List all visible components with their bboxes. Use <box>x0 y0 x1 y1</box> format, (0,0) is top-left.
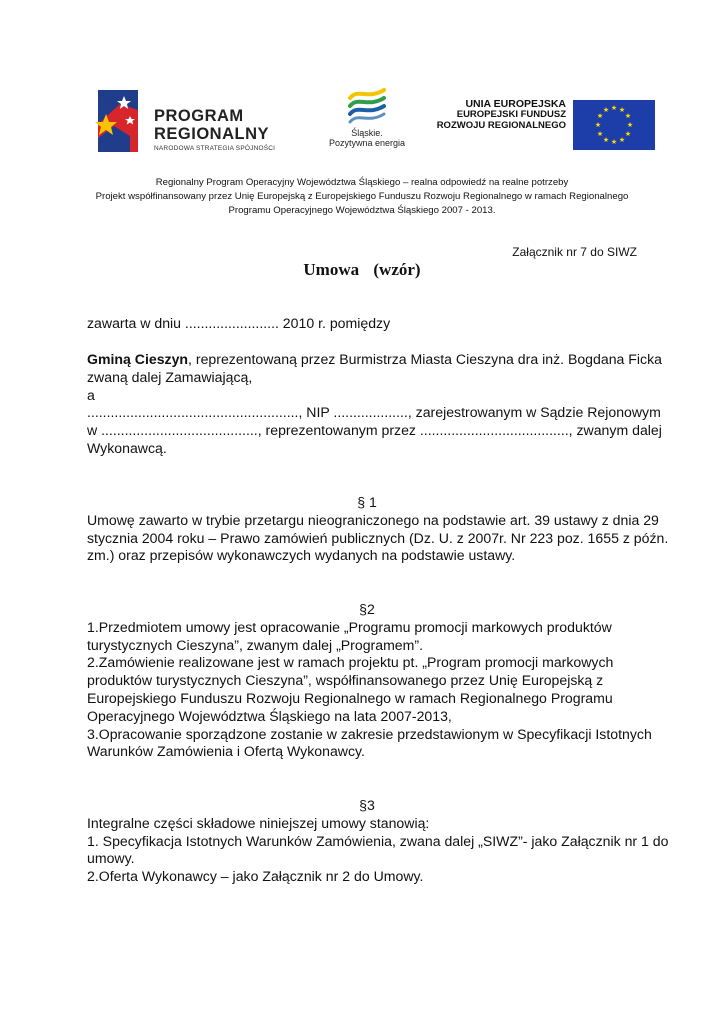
header-line-2: Projekt współfinansowany przez Unię Europejską z Europejskiego Funduszu Rozwoju Regionalnego w ramach Regionalnego <box>95 191 629 203</box>
section-2-line: produktów turystycznych Cieszyna”, współfinansowanego przez Unię Europejską z <box>87 672 604 689</box>
party1-rest: , reprezentowaną przez Burmistrza Miasta Cieszyna dra inż. Bogdana Ficka <box>188 351 662 367</box>
section-2-line: Europejskiego Funduszu Rozwoju Regionalnego w ramach Regionalnego Programu <box>87 689 613 706</box>
party2-line1: ......................................................, NIP ..................., zarejestrowanym w Sądzie Rejonowym <box>87 404 661 421</box>
svg-text:★: ★ <box>596 130 604 138</box>
logo-strip <box>90 86 660 158</box>
header-line-1: Regionalny Program Operacyjny Województwa Śląskiego – realna odpowiedź na realne potrzeby <box>155 177 569 188</box>
eu-flag-icon <box>573 100 655 150</box>
section-3 <box>87 797 669 886</box>
party1-line <box>87 351 662 369</box>
intro-concluded-block <box>87 315 647 333</box>
slaskie-logo-line1: Śląskie. <box>351 128 383 138</box>
section-2-line: 3.Opracowanie sporządzone zostanie w zakresie przedstawionym w Specyfikacji Istotnych <box>87 725 652 742</box>
svg-text:★: ★ <box>618 136 626 144</box>
slaskie-logo-line2: Pozytywna energia <box>328 138 406 148</box>
unia-logo-line1: UNIA EUROPEJSKA <box>465 98 566 110</box>
section-1 <box>87 494 669 565</box>
annex-label: Załącznik nr 7 do SIWZ <box>512 245 637 259</box>
section-1-heading: § 1 <box>357 494 377 510</box>
section-1-line: Umowę zawarto w trybie przetargu nieograniczonego na podstawie art. 39 ustawy z dnia 29 <box>87 511 659 528</box>
party1-name: Gminą Cieszyn <box>87 351 189 367</box>
program-logo-line3: NARODOWA STRATEGIA SPÓJNOŚCI <box>154 145 276 152</box>
section-2-line: Warunków Zamówienia i Ofertą Wykonawcy. <box>87 743 365 760</box>
section-2-line: 1.Przedmiotem umowy jest opracowanie „Programu promocji markowych produktów <box>87 618 612 635</box>
svg-text:★: ★ <box>618 106 626 114</box>
program-logo-line1: PROGRAM <box>154 107 244 125</box>
section-2-line: Operacyjnego Województwa Śląskiego na lata 2007-2013, <box>87 707 452 724</box>
party2-line3: Wykonawcą. <box>87 439 167 456</box>
slaskie-logo <box>322 86 412 158</box>
header-line-3: Programu Operacyjnego Województwa Śląskiego 2007 - 2013. <box>228 205 496 217</box>
svg-text:★: ★ <box>626 121 634 129</box>
svg-text:★: ★ <box>610 138 618 146</box>
svg-text:★: ★ <box>594 121 602 129</box>
program-regionalny-logo <box>90 86 310 156</box>
unia-logo-line3: ROZWOJU REGIONALNEGO <box>436 119 566 131</box>
section-1-line: zm.) oraz przepisów wykonawczych wydanych na podstawie ustawy. <box>87 547 516 564</box>
section-2 <box>87 601 652 761</box>
program-logo-line2: REGIONALNY <box>154 124 270 143</box>
svg-text:★: ★ <box>602 106 610 114</box>
section-1-line: stycznia 2004 roku – Prawo zamówień publicznych (Dz. U. z 2007r. Nr 223 poz. 1655 z późn. <box>87 529 669 546</box>
svg-text:★: ★ <box>596 112 604 120</box>
svg-text:★: ★ <box>624 112 632 120</box>
section-3-line: 2.Oferta Wykonawcy – jako Załącznik nr 2 do Umowy. <box>87 868 424 885</box>
svg-text:★: ★ <box>602 136 610 144</box>
party2-line2: w ........................................, reprezentowanym przez ......................................, zwanym dalej <box>87 422 662 439</box>
document-title <box>0 260 724 280</box>
title-part1: Umowa <box>303 260 360 279</box>
svg-text:★: ★ <box>610 104 618 112</box>
title-part2: (wzór) <box>373 260 421 279</box>
section-2-line: turystycznych Cieszyna”, zwanym dalej „Programem”. <box>87 636 423 653</box>
program-regionalny-emblem-icon <box>90 86 152 156</box>
section-2-line: 2.Zamówienie realizowane jest w ramach projektu pt. „Program promocji markowych <box>87 654 614 671</box>
section-2-heading: §2 <box>359 601 375 617</box>
unia-logo-line2: EUROPEJSKI FUNDUSZ <box>456 109 566 121</box>
document-header <box>70 176 654 219</box>
section-3-heading: §3 <box>359 797 375 813</box>
and-word: a <box>87 386 95 403</box>
slaskie-wave-icon <box>344 86 390 126</box>
parties-block <box>87 351 662 458</box>
section-3-line: umowy. <box>87 850 135 867</box>
party1-line2: zwaną dalej Zamawiającą, <box>87 368 253 385</box>
svg-text:★: ★ <box>624 130 632 138</box>
section-3-line: Integralne części składowe niniejszej umowy stanowią: <box>87 814 430 831</box>
unia-europejska-text <box>426 98 566 132</box>
section-3-line: 1. Specyfikacja Istotnych Warunków Zamówienia, zwana dalej „SIWZ”- jako Załącznik nr 1 do <box>87 832 669 849</box>
intro-concluded: zawarta w dniu ........................ 2010 r. pomiędzy <box>87 315 391 331</box>
